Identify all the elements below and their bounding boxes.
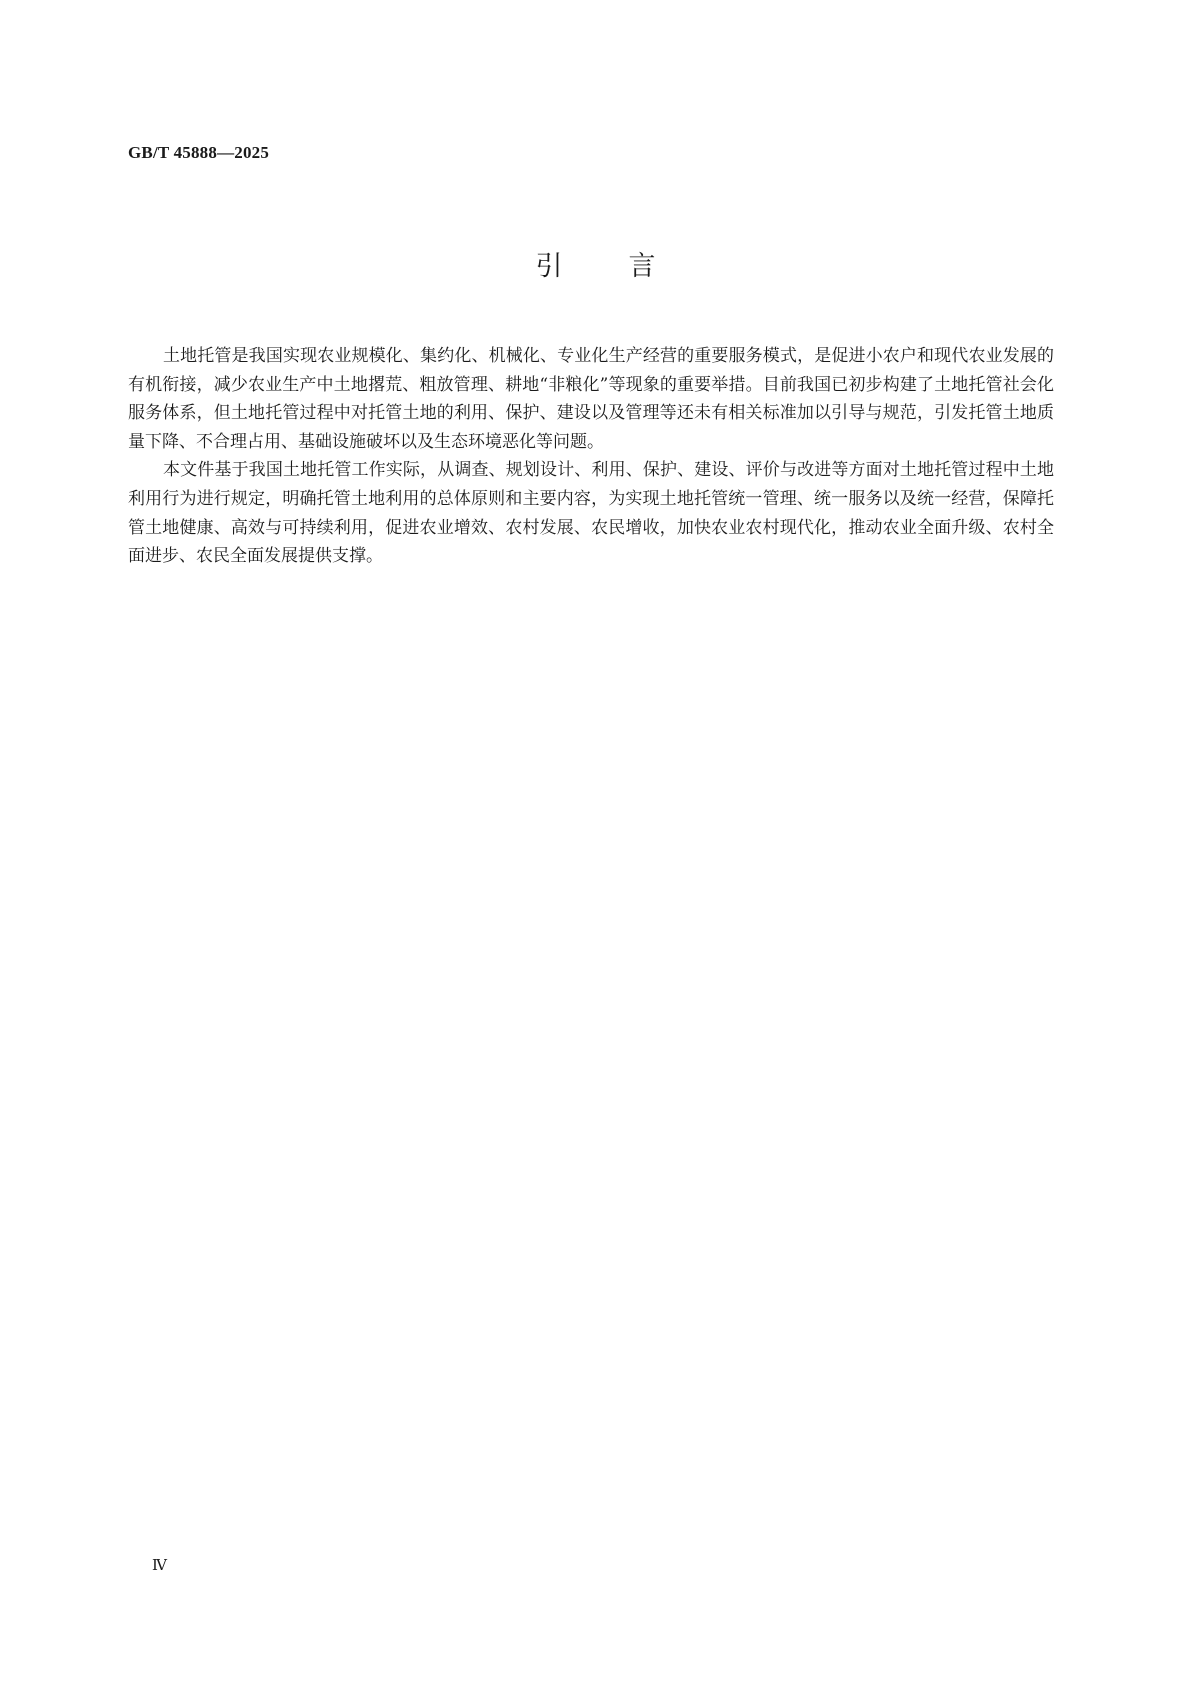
page-title: 引言 xyxy=(535,251,722,282)
standard-code: GB/T 45888—2025 xyxy=(128,143,270,162)
paragraph: 本文件基于我国土地托管工作实际，从调查、规划设计、利用、保护、建设、评价与改进等方面对土地托管过程中土地利用行为进行规定，明确托管土地利用的总体原则和主要内容，为实现土地托管统一管理、统一服务以及统一经营，保障托管土地健康、高效与可持续利用，促进农业增效、农村发展、农民增收，加快农业农村现代化，推动农业全面升级、农村全面进步、农民全面发展提供支撑。 xyxy=(128,460,1054,567)
paragraph: 土地托管是我国实现农业规模化、集约化、机械化、专业化生产经营的重要服务模式，是促进小农户和现代农业发展的有机衔接，减少农业生产中土地撂荒、粗放管理、耕地“非粮化”等现象的重要举措。目前我国已初步构建了土地托管社会化服务体系，但土地托管过程中对托管土地的利用、保护、建设以及管理等还未有相关标准加以引导与规范，引发托管土地质量下降、不合理占用、基础设施破坏以及生态环境恶化等问题。 xyxy=(128,346,1054,452)
page-number: Ⅳ xyxy=(152,1558,167,1574)
introduction-body xyxy=(128,342,1054,571)
